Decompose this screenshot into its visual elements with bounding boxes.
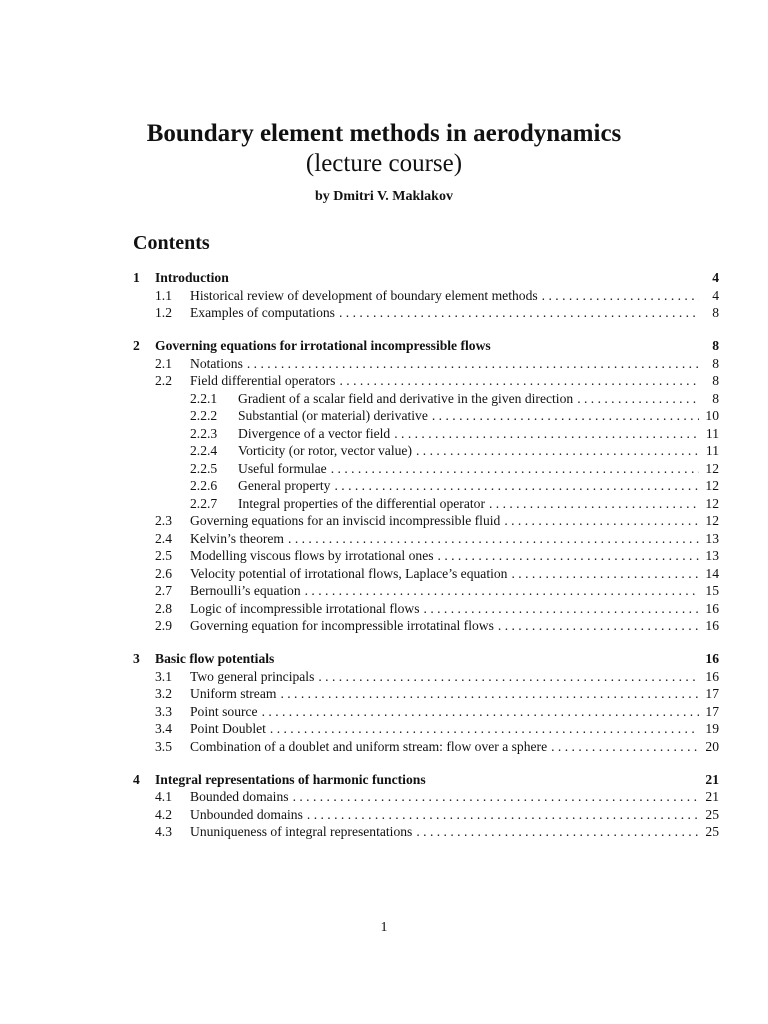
entry-page: 21	[705, 789, 719, 804]
entry-page: 25	[705, 806, 719, 822]
entry-number: 2.2.2	[190, 408, 218, 423]
toc-subsection-entry[interactable]	[133, 512, 719, 530]
dot-leader	[498, 617, 699, 635]
dot-leader	[334, 477, 699, 495]
dot-leader	[424, 600, 699, 618]
toc-section	[133, 650, 719, 755]
entry-title: Integral properties of the differential operator	[238, 495, 485, 511]
toc-subsection-entry[interactable]	[133, 823, 719, 841]
dot-leader	[288, 530, 699, 548]
toc-subsection-entry[interactable]	[133, 685, 719, 703]
entry-title: Gradient of a scalar field and derivative in the given direction	[238, 390, 574, 406]
entry-number: 2.4	[155, 530, 172, 546]
entry-title: Velocity potential of irrotational flows, Laplace’s equation	[190, 565, 508, 581]
entry-page: 17	[705, 686, 719, 701]
entry-number: 2.2.3	[190, 425, 218, 441]
section-title: Introduction	[155, 270, 229, 285]
section-page: 4	[712, 270, 719, 285]
entry-number: 2.2	[155, 373, 172, 388]
dot-leader	[293, 788, 699, 806]
toc-subsection-entry[interactable]	[133, 355, 719, 373]
toc-section	[133, 269, 719, 322]
dot-leader	[339, 372, 699, 390]
document-subtitle: (lecture course)	[305, 150, 463, 177]
page-number: 1	[380, 920, 388, 935]
dot-leader	[416, 823, 699, 841]
entry-page: 13	[705, 548, 719, 563]
toc-subsection-entry[interactable]	[133, 617, 719, 635]
entry-number: 3.1	[155, 668, 172, 684]
dot-leader	[416, 442, 699, 460]
entry-title: Point Doublet	[190, 721, 266, 736]
dot-leader	[577, 390, 699, 408]
toc-subsection-entry[interactable]	[133, 530, 719, 548]
dot-leader	[262, 703, 699, 721]
entry-title: Kelvin’s theorem	[190, 530, 285, 546]
document-title: Boundary element methods in aerodynamics	[146, 120, 622, 147]
toc-subsection-entry[interactable]	[133, 806, 719, 824]
entry-page: 8	[712, 390, 719, 406]
entry-number: 2.2.1	[190, 390, 218, 406]
entry-number: 4.3	[155, 824, 172, 839]
entry-title: Point source	[190, 703, 258, 719]
toc-subsection-entry[interactable]	[133, 304, 719, 322]
entry-title: Substantial (or material) derivative	[238, 408, 428, 423]
toc-subsubsection-entry[interactable]	[133, 460, 719, 478]
toc-subsubsection-entry[interactable]	[133, 390, 719, 408]
entry-page: 11	[705, 443, 719, 458]
entry-page: 16	[705, 668, 719, 684]
dot-leader	[542, 287, 699, 305]
entry-page: 13	[705, 530, 719, 546]
entry-page: 4	[712, 287, 719, 303]
entry-page: 17	[705, 703, 719, 719]
dot-leader	[247, 355, 699, 373]
entry-page: 12	[705, 478, 719, 493]
dot-leader	[318, 668, 699, 686]
toc-subsubsection-entry[interactable]	[133, 477, 719, 495]
dot-leader	[511, 565, 699, 583]
entry-page: 12	[705, 495, 719, 511]
entry-page: 12	[705, 513, 719, 528]
section-number: 4	[133, 771, 140, 787]
entry-number: 2.2.4	[190, 443, 218, 458]
entry-number: 3.4	[155, 721, 172, 736]
entry-title: Divergence of a vector field	[238, 425, 391, 441]
entry-title: Notations	[190, 355, 243, 371]
toc-section	[133, 771, 719, 841]
author-line: by Dmitri V. Maklakov	[315, 189, 453, 204]
section-title: Integral representations of harmonic functions	[155, 771, 426, 787]
entry-page: 11	[705, 425, 719, 441]
entry-number: 4.1	[155, 789, 172, 804]
dot-leader	[438, 547, 699, 565]
entry-number: 2.6	[155, 565, 172, 581]
entry-number: 2.3	[155, 513, 172, 528]
section-number: 1	[133, 270, 140, 285]
dot-leader	[307, 806, 699, 824]
entry-title: General property	[238, 478, 331, 493]
entry-page: 16	[705, 618, 719, 633]
toc-subsubsection-entry[interactable]	[133, 442, 719, 460]
section-title: Basic flow potentials	[155, 651, 275, 666]
toc-section-entry[interactable]	[133, 771, 719, 789]
dot-leader	[489, 495, 699, 513]
dot-leader	[432, 407, 699, 425]
dot-leader	[394, 425, 699, 443]
entry-title: Bernoulli’s equation	[190, 583, 301, 598]
toc-section-entry[interactable]	[133, 269, 719, 287]
toc-subsection-entry[interactable]	[133, 720, 719, 738]
entry-title: Vorticity (or rotor, vector value)	[238, 443, 412, 458]
toc-subsection-entry[interactable]	[133, 547, 719, 565]
entry-title: Historical review of development of boundary element methods	[190, 287, 538, 303]
entry-page: 14	[705, 565, 719, 581]
entry-title: Useful formulae	[238, 460, 327, 476]
entry-page: 19	[705, 721, 719, 736]
toc-section	[133, 337, 719, 635]
toc-subsection-entry[interactable]	[133, 788, 719, 806]
dot-leader	[280, 685, 699, 703]
entry-title: Unbounded domains	[190, 806, 303, 822]
entry-page: 8	[712, 305, 719, 320]
entry-page: 8	[712, 355, 719, 371]
section-page: 16	[705, 651, 719, 666]
section-title: Governing equations for irrotational incompressible flows	[155, 338, 491, 353]
toc-subsection-entry[interactable]	[133, 668, 719, 686]
contents-heading: Contents	[133, 232, 210, 254]
dot-leader	[305, 582, 699, 600]
entry-title: Modelling viscous flows by irrotational ones	[190, 548, 434, 563]
entry-page: 15	[705, 583, 719, 598]
entry-title: Uniform stream	[190, 686, 277, 701]
entry-number: 2.1	[155, 355, 172, 371]
entry-title: Governing equations for an inviscid incompressible fluid	[190, 513, 501, 528]
dot-leader	[331, 460, 699, 478]
dot-leader	[504, 512, 699, 530]
entry-number: 4.2	[155, 806, 172, 822]
entry-page: 25	[705, 824, 719, 839]
entry-number: 2.8	[155, 600, 172, 616]
entry-page: 16	[705, 600, 719, 616]
section-page: 21	[705, 771, 719, 787]
entry-title: Two general principals	[190, 668, 315, 684]
entry-number: 3.3	[155, 703, 172, 719]
toc-subsubsection-entry[interactable]	[133, 495, 719, 513]
toc-subsection-entry[interactable]	[133, 738, 719, 756]
section-page: 8	[712, 338, 719, 353]
section-number: 3	[133, 651, 140, 666]
entry-number: 2.7	[155, 583, 172, 598]
dot-leader	[270, 720, 699, 738]
toc-subsection-entry[interactable]	[133, 582, 719, 600]
entry-page: 20	[705, 738, 719, 754]
table-of-contents	[133, 269, 719, 856]
entry-title: Examples of computations	[190, 305, 335, 320]
entry-number: 2.2.6	[190, 478, 218, 493]
entry-title: Logic of incompressible irrotational flows	[190, 600, 420, 616]
toc-subsubsection-entry[interactable]	[133, 407, 719, 425]
entry-title: Bounded domains	[190, 789, 289, 804]
toc-subsection-entry[interactable]	[133, 372, 719, 390]
entry-page: 12	[705, 460, 719, 476]
toc-subsection-entry[interactable]	[133, 287, 719, 305]
toc-subsection-entry[interactable]	[133, 600, 719, 618]
entry-title: Combination of a doublet and uniform stream: flow over a sphere	[190, 738, 548, 754]
section-number: 2	[133, 338, 140, 353]
entry-number: 3.5	[155, 738, 172, 754]
toc-subsection-entry[interactable]	[133, 703, 719, 721]
toc-subsection-entry[interactable]	[133, 565, 719, 583]
entry-number: 2.5	[155, 548, 172, 563]
entry-number: 2.2.5	[190, 460, 218, 476]
toc-section-entry[interactable]	[133, 650, 719, 668]
dot-leader	[551, 738, 699, 756]
entry-number: 1.2	[155, 305, 172, 320]
entry-title: Field differential operators	[190, 373, 336, 388]
dot-leader	[339, 304, 699, 322]
entry-title: Ununiqueness of integral representations	[190, 824, 413, 839]
entry-title: Governing equation for incompressible irrotatinal flows	[190, 618, 494, 633]
entry-page: 8	[712, 373, 719, 388]
entry-number: 1.1	[155, 287, 172, 303]
toc-section-entry[interactable]	[133, 337, 719, 355]
entry-number: 2.9	[155, 618, 172, 633]
entry-number: 3.2	[155, 686, 172, 701]
entry-page: 10	[705, 408, 719, 423]
entry-number: 2.2.7	[190, 495, 218, 511]
toc-subsubsection-entry[interactable]	[133, 425, 719, 443]
